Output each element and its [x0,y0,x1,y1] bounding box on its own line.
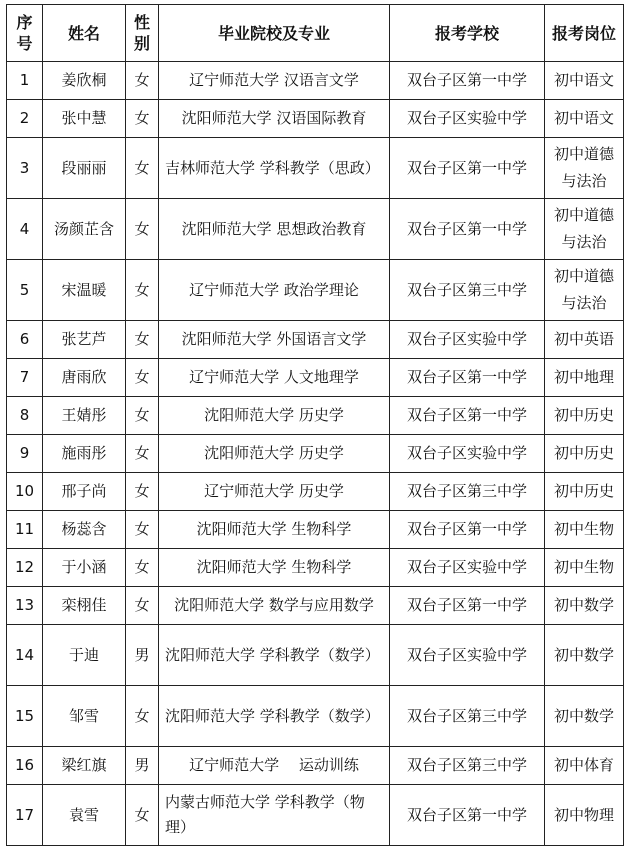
cell-no: 17 [7,785,43,846]
table-row [7,625,624,686]
cell-post: 初中物理 [545,785,624,846]
cell-no: 16 [7,747,43,785]
cell-name: 宋温暖 [43,260,126,321]
cell-school: 双台子区实验中学 [390,549,545,587]
cell-gender: 男 [126,747,159,785]
cell-no: 3 [7,138,43,199]
cell-major: 辽宁师范大学 人文地理学 [159,359,390,397]
cell-name: 杨蕊含 [43,511,126,549]
table-row [7,785,624,846]
cell-school: 双台子区第三中学 [390,686,545,747]
cell-gender: 女 [126,100,159,138]
table-row [7,62,624,100]
table-row [7,397,624,435]
cell-post: 初中数学 [545,625,624,686]
header-school: 报考学校 [390,5,545,62]
cell-no: 14 [7,625,43,686]
cell-post: 初中生物 [545,511,624,549]
cell-post: 初中历史 [545,473,624,511]
table-row [7,549,624,587]
cell-major: 沈阳师范大学 外国语言文学 [159,321,390,359]
cell-gender: 男 [126,625,159,686]
table-row [7,511,624,549]
header-major: 毕业院校及专业 [159,5,390,62]
cell-gender: 女 [126,321,159,359]
cell-school: 双台子区第三中学 [390,260,545,321]
cell-name: 汤颜芷含 [43,199,126,260]
cell-name: 王婧彤 [43,397,126,435]
cell-school: 双台子区第一中学 [390,138,545,199]
cell-name: 张中慧 [43,100,126,138]
cell-post: 初中数学 [545,587,624,625]
cell-no: 4 [7,199,43,260]
cell-name: 梁红旗 [43,747,126,785]
cell-name: 栾栩佳 [43,587,126,625]
table-body [7,62,624,846]
cell-post: 初中地理 [545,359,624,397]
cell-no: 12 [7,549,43,587]
cell-no: 7 [7,359,43,397]
cell-post: 初中英语 [545,321,624,359]
cell-gender: 女 [126,397,159,435]
cell-school: 双台子区第一中学 [390,359,545,397]
cell-gender: 女 [126,511,159,549]
cell-major: 沈阳师范大学 历史学 [159,397,390,435]
table-row [7,435,624,473]
cell-major: 辽宁师范大学 运动训练 [159,747,390,785]
cell-school: 双台子区第三中学 [390,473,545,511]
cell-gender: 女 [126,359,159,397]
cell-no: 8 [7,397,43,435]
cell-school: 双台子区第三中学 [390,747,545,785]
table-row [7,138,624,199]
cell-gender: 女 [126,473,159,511]
cell-name: 段丽丽 [43,138,126,199]
header-name: 姓名 [43,5,126,62]
cell-school: 双台子区第一中学 [390,511,545,549]
cell-name: 于迪 [43,625,126,686]
cell-no: 5 [7,260,43,321]
cell-major: 辽宁师范大学 政治学理论 [159,260,390,321]
table-row [7,321,624,359]
cell-major: 沈阳师范大学 学科教学（数学） [159,686,390,747]
cell-school: 双台子区实验中学 [390,625,545,686]
cell-no: 13 [7,587,43,625]
cell-school: 双台子区第一中学 [390,785,545,846]
cell-name: 于小涵 [43,549,126,587]
cell-gender: 女 [126,435,159,473]
cell-gender: 女 [126,199,159,260]
cell-major: 吉林师范大学 学科教学（思政） [159,138,390,199]
cell-major: 沈阳师范大学 学科教学（数学） [159,625,390,686]
header-row [7,5,624,62]
cell-gender: 女 [126,686,159,747]
cell-gender: 女 [126,62,159,100]
cell-gender: 女 [126,549,159,587]
table-row [7,587,624,625]
cell-gender: 女 [126,785,159,846]
cell-post: 初中数学 [545,686,624,747]
cell-school: 双台子区实验中学 [390,435,545,473]
cell-post: 初中道德与法治 [545,260,624,321]
cell-gender: 女 [126,260,159,321]
cell-post: 初中体育 [545,747,624,785]
cell-major: 辽宁师范大学 汉语言文学 [159,62,390,100]
header-no: 序号 [7,5,43,62]
cell-name: 唐雨欣 [43,359,126,397]
cell-post: 初中道德与法治 [545,138,624,199]
header-post: 报考岗位 [545,5,624,62]
cell-school: 双台子区第一中学 [390,199,545,260]
cell-major: 沈阳师范大学 数学与应用数学 [159,587,390,625]
cell-name: 袁雪 [43,785,126,846]
cell-major: 沈阳师范大学 历史学 [159,435,390,473]
cell-school: 双台子区实验中学 [390,321,545,359]
cell-post: 初中道德与法治 [545,199,624,260]
table-row [7,359,624,397]
cell-major: 内蒙古师范大学 学科教学（物理） [159,785,390,846]
cell-name: 姜欣桐 [43,62,126,100]
cell-major: 沈阳师范大学 生物科学 [159,511,390,549]
cell-post: 初中历史 [545,397,624,435]
table-row [7,100,624,138]
table-row [7,747,624,785]
candidate-table [6,4,624,846]
cell-school: 双台子区第一中学 [390,397,545,435]
cell-school: 双台子区实验中学 [390,100,545,138]
cell-major: 辽宁师范大学 历史学 [159,473,390,511]
table-row [7,260,624,321]
cell-major: 沈阳师范大学 思想政治教育 [159,199,390,260]
cell-name: 邢子尚 [43,473,126,511]
cell-major: 沈阳师范大学 汉语国际教育 [159,100,390,138]
cell-gender: 女 [126,138,159,199]
cell-no: 11 [7,511,43,549]
cell-school: 双台子区第一中学 [390,62,545,100]
table-row [7,686,624,747]
table-row [7,199,624,260]
cell-no: 15 [7,686,43,747]
cell-no: 10 [7,473,43,511]
cell-name: 施雨彤 [43,435,126,473]
cell-major: 沈阳师范大学 生物科学 [159,549,390,587]
cell-post: 初中生物 [545,549,624,587]
cell-no: 9 [7,435,43,473]
cell-no: 2 [7,100,43,138]
cell-name: 张艺芦 [43,321,126,359]
cell-post: 初中历史 [545,435,624,473]
header-gender: 性别 [126,5,159,62]
cell-gender: 女 [126,587,159,625]
cell-no: 6 [7,321,43,359]
cell-name: 邹雪 [43,686,126,747]
cell-post: 初中语文 [545,100,624,138]
cell-post: 初中语文 [545,62,624,100]
cell-no: 1 [7,62,43,100]
table-row [7,473,624,511]
cell-school: 双台子区第一中学 [390,587,545,625]
